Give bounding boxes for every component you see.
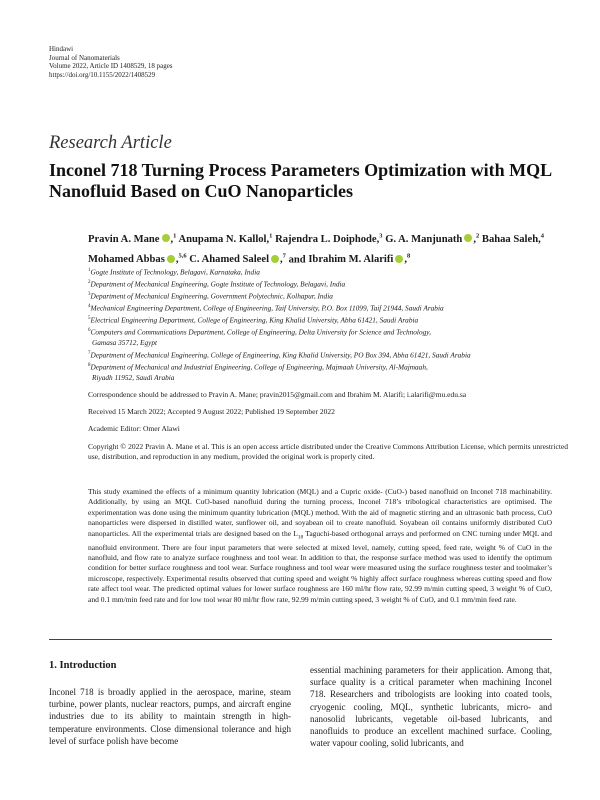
author-name: Rajendra L. Doiphode: [275, 233, 377, 245]
doi-link[interactable]: https://doi.org/10.1155/2022/1408529: [49, 70, 156, 79]
affiliation-item: [88, 349, 568, 361]
author-name: Pravin A. Mane: [88, 233, 160, 245]
author: Ibrahim M. Alarifi ,$^8$: [308, 252, 411, 266]
affiliation-item: [88, 361, 568, 373]
abstract-text-b: Taguchi-based orthogonal arrays and performed on CNC turning under MQL and nanofluid environment. There are four input parameters that were selected at mixed level, namely, cutting speed, feed rate, weight % of CuO in the nanofluid, and flow rate to analyze surface roughness and tool wear. In addition to that, the response surface method was used to identify the optimum condition for better surface roughness and tool wear. Surface roughness and tool wear were measured using the surface roughness tester and toolmaker’s microscope, respectively. Experimental results observed that cutting speed and weight % highly affect surface roughness whereas cutting speed and flow rate affect tool wear. The predicted optimal values for lower surface roughness are 160 ml/hr flow rate, 92.99 m/min cutting speed, 3 weight % of CuO, and 0.1 mm/min feed rate and for low tool wear 80 ml/hr flow rate, 92.99 m/min cutting speed, 3 weight % of CuO, and 0.1 mm/min feed rate.: [88, 528, 552, 604]
orcid-icon[interactable]: [167, 255, 175, 263]
affiliation-item: [88, 314, 568, 326]
affiliation-number: 4: [88, 304, 91, 310]
article-type: Research Article: [49, 133, 172, 153]
author-list: Pravin A. Mane ,$^1$ Anupama N. Kallol,$^1$ Rajendra L. Doiphode,$^3$ G. A. Manjunath ,$^2$ Bahaa Saleh,$^4$ Mohamed Abbas ,$^{5,6}$ C. Ahamed Saleel ,$^7$ and Ibrahim M. Alarifi ,$^8$: [88, 232, 545, 266]
affiliation-text: Mechanical Engineering Department, College of Engineering, Taif University, P.O. Box 11099, Taif 21944, Saudi Arabia: [90, 303, 444, 313]
affiliation-text: Department of Mechanical Engineering, College of Engineering, King Khalid University, PO Box 394, Abha 61421, Saudi Arabia: [90, 350, 471, 360]
author-affiliation-mark: 4: [540, 232, 545, 239]
orcid-icon[interactable]: [464, 234, 472, 242]
abstract-text-a: This study examined the effects of a minimum quantity lubrication (MQL) and a Cupric oxide- (CuO-) based nanofluid on Inconel 718 machinability. Additionally, by using an MQL CuO-based nanofluid during the turning process, Inconel 718’s tribological characteristics are optimised. The experimentation was done using the minimum quantity lubrication (MQL) method. With the aid of magnetic stirring and an ultrasonic bath process, CuO nanoparticles were dispersed in distilled water, sunflower oil, and soyabean oil to create nanofluid. Soyabean oil contains uniformly distributed CuO nanoparticles. All the experimental trials are designed based on the L: [88, 487, 552, 538]
orcid-icon[interactable]: [162, 234, 170, 242]
orcid-icon[interactable]: [395, 255, 403, 263]
abstract-subscript: 18: [297, 534, 304, 541]
affiliation-item: [88, 278, 568, 290]
affiliation-number: 3: [88, 292, 91, 298]
author-affiliation-mark: 2: [475, 232, 480, 239]
author: C. Ahamed Saleel ,$^7$: [189, 252, 286, 266]
correspondence: Correspondence should be addressed to Pravin A. Mane; pravin2015@gmail.com and Ibrahim M. Alarifi; i.alarifi@mu.edu.sa: [88, 390, 467, 399]
affiliation-continuation: Gamasa 35712, Egypt: [92, 338, 158, 348]
author-name: Bahaa Saleh: [481, 233, 539, 245]
affiliation-text: Department of Mechanical Engineering, Gogte Institute of Technology, Belagavi, India: [90, 279, 346, 289]
affiliation-number: 2: [88, 280, 91, 286]
affiliation-continuation: Riyadh 11952, Saudi Arabia: [92, 372, 175, 382]
affiliation-number: 6: [88, 328, 91, 334]
author-affiliation-mark: 1: [173, 232, 177, 239]
author-name: G. A. Manjunath: [385, 233, 463, 245]
author: Bahaa Saleh,$^4$: [481, 232, 545, 245]
introduction-heading: 1. Introduction: [49, 660, 117, 671]
affiliation-number: 5: [88, 316, 91, 322]
author: Anupama N. Kallol,$^1$: [178, 232, 273, 245]
author: G. A. Manjunath ,$^2$: [385, 232, 480, 245]
intro-right-column: essential machining parameters for their application. Among that, surface quality is a critical parameter when machining Inconel 718. Researchers and tribologists are looking into coated tools, cryogenic cooling, MQL, synthetic lubricants, micro- and nanosolid lubricants, vegetable oil-based lubricants, and nanofluids to produce an excellent machined surface. Cooling, water vapour cooling, solid lubricants, and: [310, 665, 552, 749]
author-affiliation-mark: 1: [269, 232, 273, 239]
author-affiliation-mark: 5,6: [178, 252, 187, 260]
affiliation-text: Gogte Institute of Technology, Belagavi, Karnataka, India: [90, 267, 260, 277]
received-dates: Received 15 March 2022; Accepted 9 August 2022; Published 19 September 2022: [88, 407, 335, 416]
author: Mohamed Abbas ,$^{5,6}$: [88, 252, 187, 266]
intro-left-column: Inconel 718 is broadly applied in the aerospace, marine, steam turbine, power plants, nuclear reactors, pumps, and aircraft engine industries due to its ability to maintain strength in high-temperature environments. Close dimensional tolerance and high level of surface polish have become: [49, 687, 291, 746]
author-name: Ibrahim M. Alarifi: [308, 254, 394, 266]
author-name: C. Ahamed Saleel: [189, 254, 270, 266]
affiliation-item: [88, 290, 568, 302]
affiliation-item: [88, 266, 568, 278]
affiliation-item: [88, 326, 568, 338]
journal-name: Journal of Nanomaterials: [49, 53, 120, 62]
author-affiliation-mark: 3: [379, 232, 383, 239]
affiliation-text: Electrical Engineering Department, College of Engineering, King Khalid University, Abha 61421, Saudi Arabia: [90, 315, 419, 325]
section-divider: [49, 639, 552, 640]
affiliation-list: [88, 266, 568, 383]
author-name: Mohamed Abbas: [88, 254, 165, 266]
academic-editor: Academic Editor: Omer Alawi: [88, 424, 180, 433]
volume-line: Volume 2022, Article ID 1408529, 18 pages: [49, 62, 173, 71]
author-affiliation-mark: 8: [407, 252, 411, 260]
author: Pravin A. Mane ,$^1$: [88, 232, 177, 245]
copyright-notice: Copyright © 2022 Pravin A. Mane et al. This is an open access article distributed under the Creative Commons Attribution License, which permits unrestricted use, distribution, and reproduction in any medium, provided the original work is properly cited.: [88, 442, 568, 462]
affiliation-item: [88, 302, 568, 314]
publisher-name: Hindawi: [49, 45, 74, 53]
affiliation-text: Department of Mechanical Engineering, Government Polytechnic, Kolhapur, India: [90, 291, 333, 301]
abstract: [88, 487, 552, 605]
affiliation-number: 1: [88, 268, 91, 273]
affiliation-text: Computers and Communications Department, College of Engineering, Delta University for Science and Technology,: [90, 327, 431, 337]
paper-title: Inconel 718 Turning Process Parameters Optimization with MQL Nanofluid Based on CuO Nanoparticles: [49, 160, 552, 201]
journal-header: [49, 45, 173, 79]
author-name: Anupama N. Kallol: [178, 233, 267, 245]
author: Rajendra L. Doiphode,$^3$: [275, 232, 383, 245]
author-affiliation-mark: 7: [282, 252, 286, 260]
affiliation-number: 8: [88, 362, 91, 368]
orcid-icon[interactable]: [271, 255, 279, 263]
affiliation-text: Department of Mechanical and Industrial Engineering, College of Engineering, Majmaah University, Al-Majmaah,: [90, 362, 428, 372]
affiliation-number: 7: [88, 350, 91, 356]
